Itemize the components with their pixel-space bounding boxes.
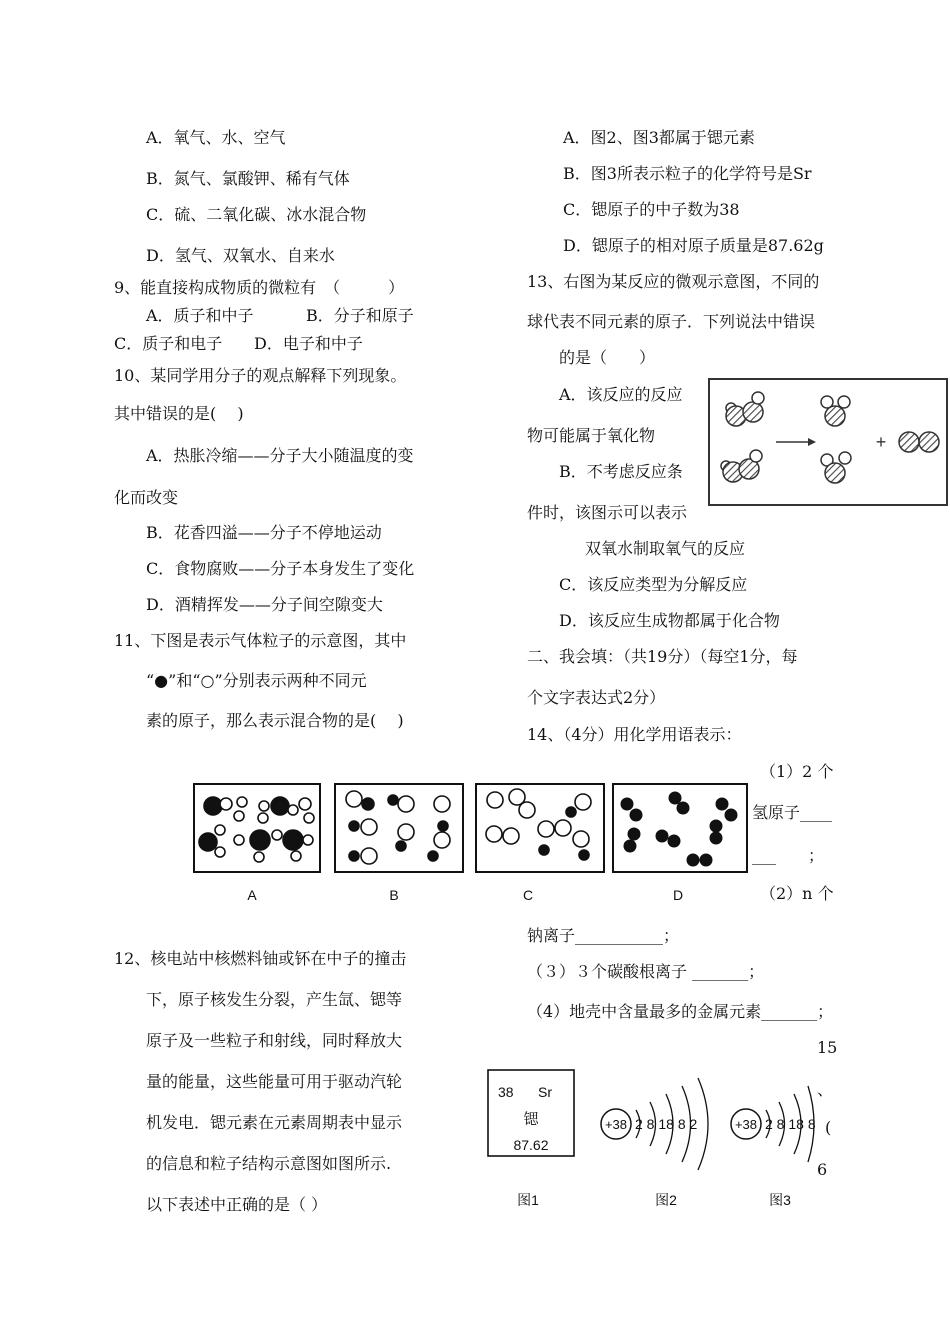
q11-line3: 素的原子，那么表示混合物的是( ) bbox=[146, 711, 404, 730]
q12-option-d: D．锶原子的相对原子质量是87.62g bbox=[563, 236, 824, 255]
q13-option-b-line1: B．不考虑反应条 bbox=[559, 462, 683, 481]
q8-option-b: B．氮气、氯酸钾、稀有气体 bbox=[146, 169, 350, 188]
element-name: 锶 bbox=[523, 1111, 539, 1128]
q13-option-d: D．该反应生成物都属于化合物 bbox=[559, 611, 780, 630]
section2-line2: 个文字表达式2分） bbox=[527, 688, 666, 707]
q14-part3: （３）３个碳酸根离子 _______； bbox=[527, 962, 765, 981]
q10-option-a-line2: 化而改变 bbox=[114, 488, 179, 507]
atomic-mass: 87.62 bbox=[513, 1137, 549, 1153]
q12-line7: 以下表述中正确的是（ ） bbox=[146, 1195, 328, 1214]
q11-line2: “●”和“○”分别表示两种不同元 bbox=[146, 671, 367, 690]
figure-3-caption: 图3 bbox=[769, 1192, 791, 1208]
q10-stem-line1: 10、某同学用分子的观点解释下列现象。 bbox=[114, 366, 407, 385]
q12-line6: 的信息和粒子结构示意图如图所示. bbox=[146, 1154, 392, 1173]
option-label-c: C bbox=[522, 887, 534, 903]
q10-option-c: C．食物腐败——分子本身发生了变化 bbox=[146, 559, 415, 578]
gas-particle-figure bbox=[190, 780, 750, 908]
plus-sign: + bbox=[875, 432, 887, 452]
q12-line3: 原子及一些粒子和射线，同时释放大 bbox=[146, 1031, 403, 1050]
element-symbol: Sr bbox=[538, 1084, 552, 1100]
q10-stem-line2: 其中错误的是( ) bbox=[114, 404, 244, 423]
reaction-micro-diagram bbox=[708, 378, 948, 506]
q13-option-a-line1: A．该反应的反应 bbox=[559, 385, 683, 404]
q15-fragment-number: 6 bbox=[817, 1160, 828, 1179]
q9-option-d: D．电子和中子 bbox=[254, 334, 363, 353]
q13-option-b-line3: 双氧水制取氧气的反应 bbox=[585, 539, 746, 558]
q14-part1-line1: （1）2 个 bbox=[760, 762, 834, 781]
option-label-d: D bbox=[672, 887, 684, 903]
q11-line1: 11、下图是表示气体粒子的示意图，其中 bbox=[114, 631, 407, 650]
figure-2-caption: 图2 bbox=[655, 1192, 677, 1208]
q14-part4: （4）地壳中含量最多的金属元素_______； bbox=[527, 1002, 834, 1021]
electron-shells: 2 8 18 8 2 bbox=[635, 1116, 698, 1132]
q9-stem: 9、能直接构成物质的微粒有 （ ） bbox=[114, 278, 405, 297]
q15-fragment-paren: ( bbox=[825, 1118, 832, 1137]
q12-line5: 机发电．锶元素在元素周期表中显示 bbox=[146, 1113, 403, 1132]
ion-nucleus-charge: +38 bbox=[734, 1117, 758, 1132]
q9-option-b: B．分子和原子 bbox=[306, 306, 414, 325]
atomic-number: 38 bbox=[498, 1084, 514, 1100]
q12-line1: 12、核电站中核燃料铀或钚在中子的撞击 bbox=[114, 949, 407, 968]
figure-1-caption: 图1 bbox=[517, 1192, 539, 1208]
q12-line4: 量的能量，这些能量可用于驱动汽轮 bbox=[146, 1072, 403, 1091]
q8-option-a: A．氧气、水、空气 bbox=[146, 128, 286, 147]
q12-line2: 下，原子核发生分裂，产生氙、锶等 bbox=[146, 990, 403, 1009]
ion-electron-shells: 2 8 18 8 bbox=[765, 1116, 816, 1132]
q9-option-c: C．质子和电子 bbox=[114, 334, 223, 353]
q9-option-a: A．质子和中子 bbox=[146, 306, 254, 325]
q15-fragment-comma: 、 bbox=[817, 1080, 834, 1099]
q15-number: 15 bbox=[817, 1038, 838, 1057]
q8-option-c: C．硫、二氧化碳、冰水混合物 bbox=[146, 205, 367, 224]
q8-option-d: D．氢气、双氧水、自来水 bbox=[146, 246, 335, 265]
q10-option-d: D．酒精挥发——分子间空隙变大 bbox=[146, 595, 383, 614]
q10-option-a-line1: A．热胀冷缩——分子大小随温度的变 bbox=[146, 446, 414, 465]
q13-line1: 13、右图为某反应的微观示意图，不同的 bbox=[527, 272, 820, 291]
q14-part2-line2: 钠离子___________； bbox=[527, 926, 680, 945]
option-label-a: A bbox=[247, 887, 257, 903]
q14-part1-line3: ___ ； bbox=[752, 846, 825, 865]
option-label-b: B bbox=[389, 887, 399, 903]
q12-option-c: C．锶原子的中子数为38 bbox=[563, 200, 740, 219]
q12-option-a: A．图2、图3都属于锶元素 bbox=[563, 128, 755, 147]
q14-part2-line1: （2）n 个 bbox=[760, 884, 834, 903]
q13-line3: 的是（ ） bbox=[559, 348, 656, 367]
q13-option-c: C．该反应类型为分解反应 bbox=[559, 575, 748, 594]
q12-option-b: B．图3所表示粒子的化学符号是Sr bbox=[563, 164, 812, 183]
q14-part1-line2: 氢原子____ bbox=[752, 803, 833, 822]
q13-option-b-line2: 件时，该图示可以表示 bbox=[527, 503, 688, 522]
q10-option-b: B．花香四溢——分子不停地运动 bbox=[146, 523, 382, 542]
q13-line2: 球代表不同元素的原子．下列说法中错误 bbox=[527, 312, 816, 331]
q13-option-a-line2: 物可能属于氧化物 bbox=[527, 426, 656, 445]
q14-stem: 14、（4分）用化学用语表示： bbox=[527, 725, 742, 744]
nucleus-charge: +38 bbox=[604, 1117, 628, 1132]
strontium-figures bbox=[480, 1060, 820, 1220]
section2-line1: 二、我会填：（共19分）（每空1分，每 bbox=[527, 647, 798, 666]
